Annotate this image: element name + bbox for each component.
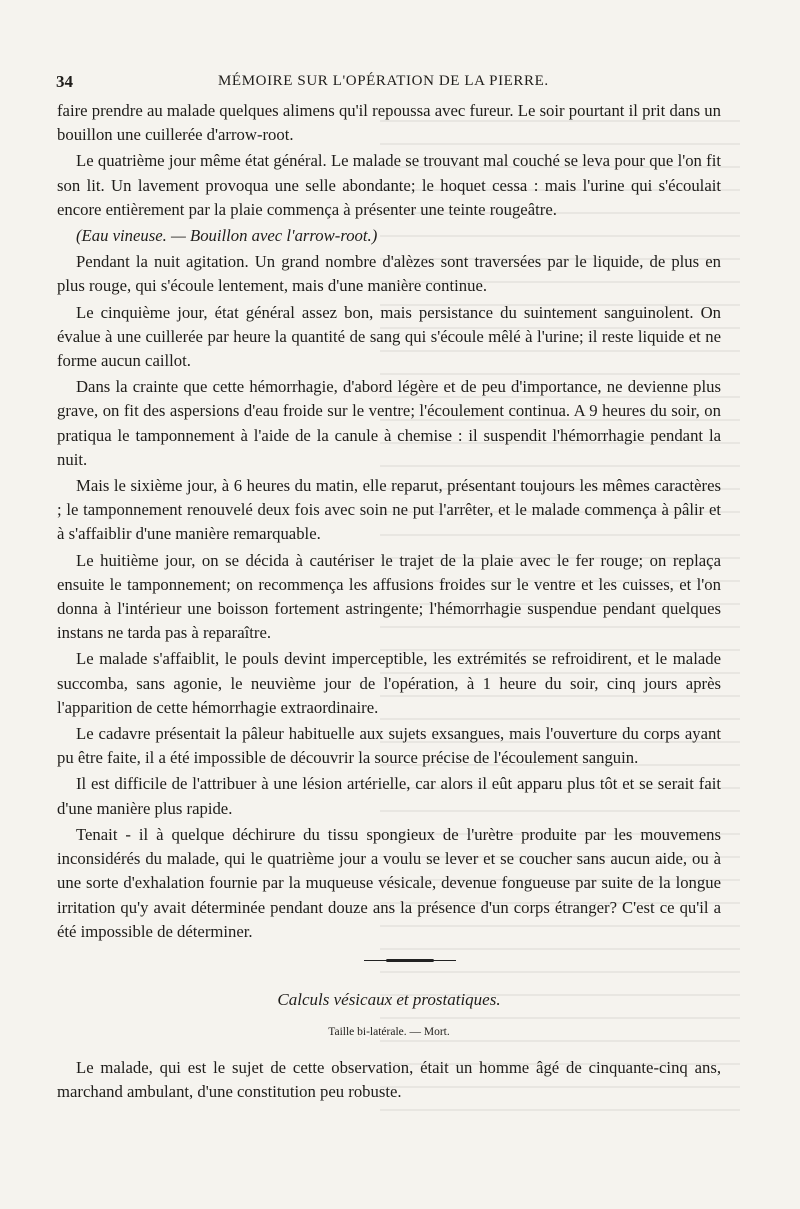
section-body	[57, 1056, 721, 1104]
paragraph: Le huitième jour, on se décida à cautériser le trajet de la plaie avec le fer rouge; on replaça ensuite le tamponnement; on recommença les affusions froides sur le ventre et les cuisses, et l'on donna à l'intérieur une boisson fortement astringente; l'hémorrhagie suspendue pendant quelques instans ne tarda pas à reparaître.	[57, 550, 721, 643]
body-text	[57, 99, 721, 946]
paragraph: Le cadavre présentait la pâleur habituelle aux sujets exsangues, mais l'ouverture du corps ayant pu être faite, il a été impossible de découvrir la source précise de l'écoulement sanguin.	[57, 724, 721, 768]
page-header	[56, 72, 723, 94]
section-divider	[364, 959, 456, 962]
paragraph: Tenait - il à quelque déchirure du tissu spongieux de l'urètre produite par les mouvemens inconsidérés du malade, qui le quatrième jour a voulu se lever et se coucher sans aucun aide, ou à une sorte d'exhalation fournie par la muqueuse vésicale, devenue fongueuse par suite de la longue irritation qu'y avait déterminée pendant douze ans la présence d'un corps étranger? C'est ce qu'il a été impossible de déterminer.	[57, 824, 721, 941]
diet-note: (Eau vineuse. — Bouillon avec l'arrow-root.)	[76, 226, 378, 246]
section-title: Calculs vésicaux et prostatiques.	[277, 990, 501, 1009]
paragraph: Mais le sixième jour, à 6 heures du matin, elle reparut, présentant toujours les mêmes caractères ; le tamponnement renouvelé deux fois avec soin ne put l'arrêter, et le malade commença à pâlir et à s'affaiblir d'une manière remarquable.	[57, 476, 721, 544]
running-title: MÉMOIRE SUR L'OPÉRATION DE LA PIERRE.	[218, 73, 549, 89]
paragraph: Le cinquième jour, état général assez bon, mais persistance du suintement sanguinolent. On évalue à une cuillerée par heure la quantité de sang qui s'écoule mêlé à l'urine; il reste liquide et ne forme aucun caillot.	[57, 302, 721, 371]
paragraph: Le malade s'affaiblit, le pouls devint imperceptible, les extrémités se refroidirent, et le malade succomba, sans agonie, le neuvième jour de l'opération, à 1 heure du soir, cinq jours après l'apparition de cette hémorrhagie extraordinaire.	[57, 649, 721, 717]
paragraph: Pendant la nuit agitation. Un grand nombre d'alèzes sont traversées par le liquide, de plus en plus rouge, qui s'écoule lentement, mais d'une manière continue.	[57, 252, 721, 296]
section-subtitle: Taille bi-latérale. — Mort.	[328, 1026, 450, 1038]
paragraph: Le quatrième jour même état général. Le malade se trouvant mal couché se leva pour que l'on fit son lit. Un lavement provoqua une selle abondante; le hoquet cessa : mais l'urine qui s'écoulait encore entièrement par la plaie commença à présenter une teinte rougeâtre.	[57, 151, 721, 219]
page-number: 34	[56, 72, 73, 91]
paragraph: Dans la crainte que cette hémorrhagie, d'abord légère et de peu d'importance, ne devienne plus grave, on fit des aspersions d'eau froide sur le ventre; l'écoulement continua. A 9 heures du soir, on pratiqua le tamponnement à l'aide de la canule à chemise : il suspendit l'hémorrhagie pendant la nuit.	[57, 377, 721, 469]
divider-ornament	[386, 959, 434, 962]
paragraph: Il est difficile de l'attribuer à une lésion artérielle, car alors il eût apparu plus tôt et se serait fait d'une manière plus rapide.	[57, 774, 721, 818]
paragraph: Le malade, qui est le sujet de cette observation, était un homme âgé de cinquante-cinq ans, marchand ambulant, d'une constitution peu robuste.	[57, 1058, 721, 1102]
paragraph: faire prendre au malade quelques alimens qu'il repoussa avec fureur. Le soir pourtant il prit dans un bouillon une cuillerée d'arrow-root.	[57, 101, 721, 145]
